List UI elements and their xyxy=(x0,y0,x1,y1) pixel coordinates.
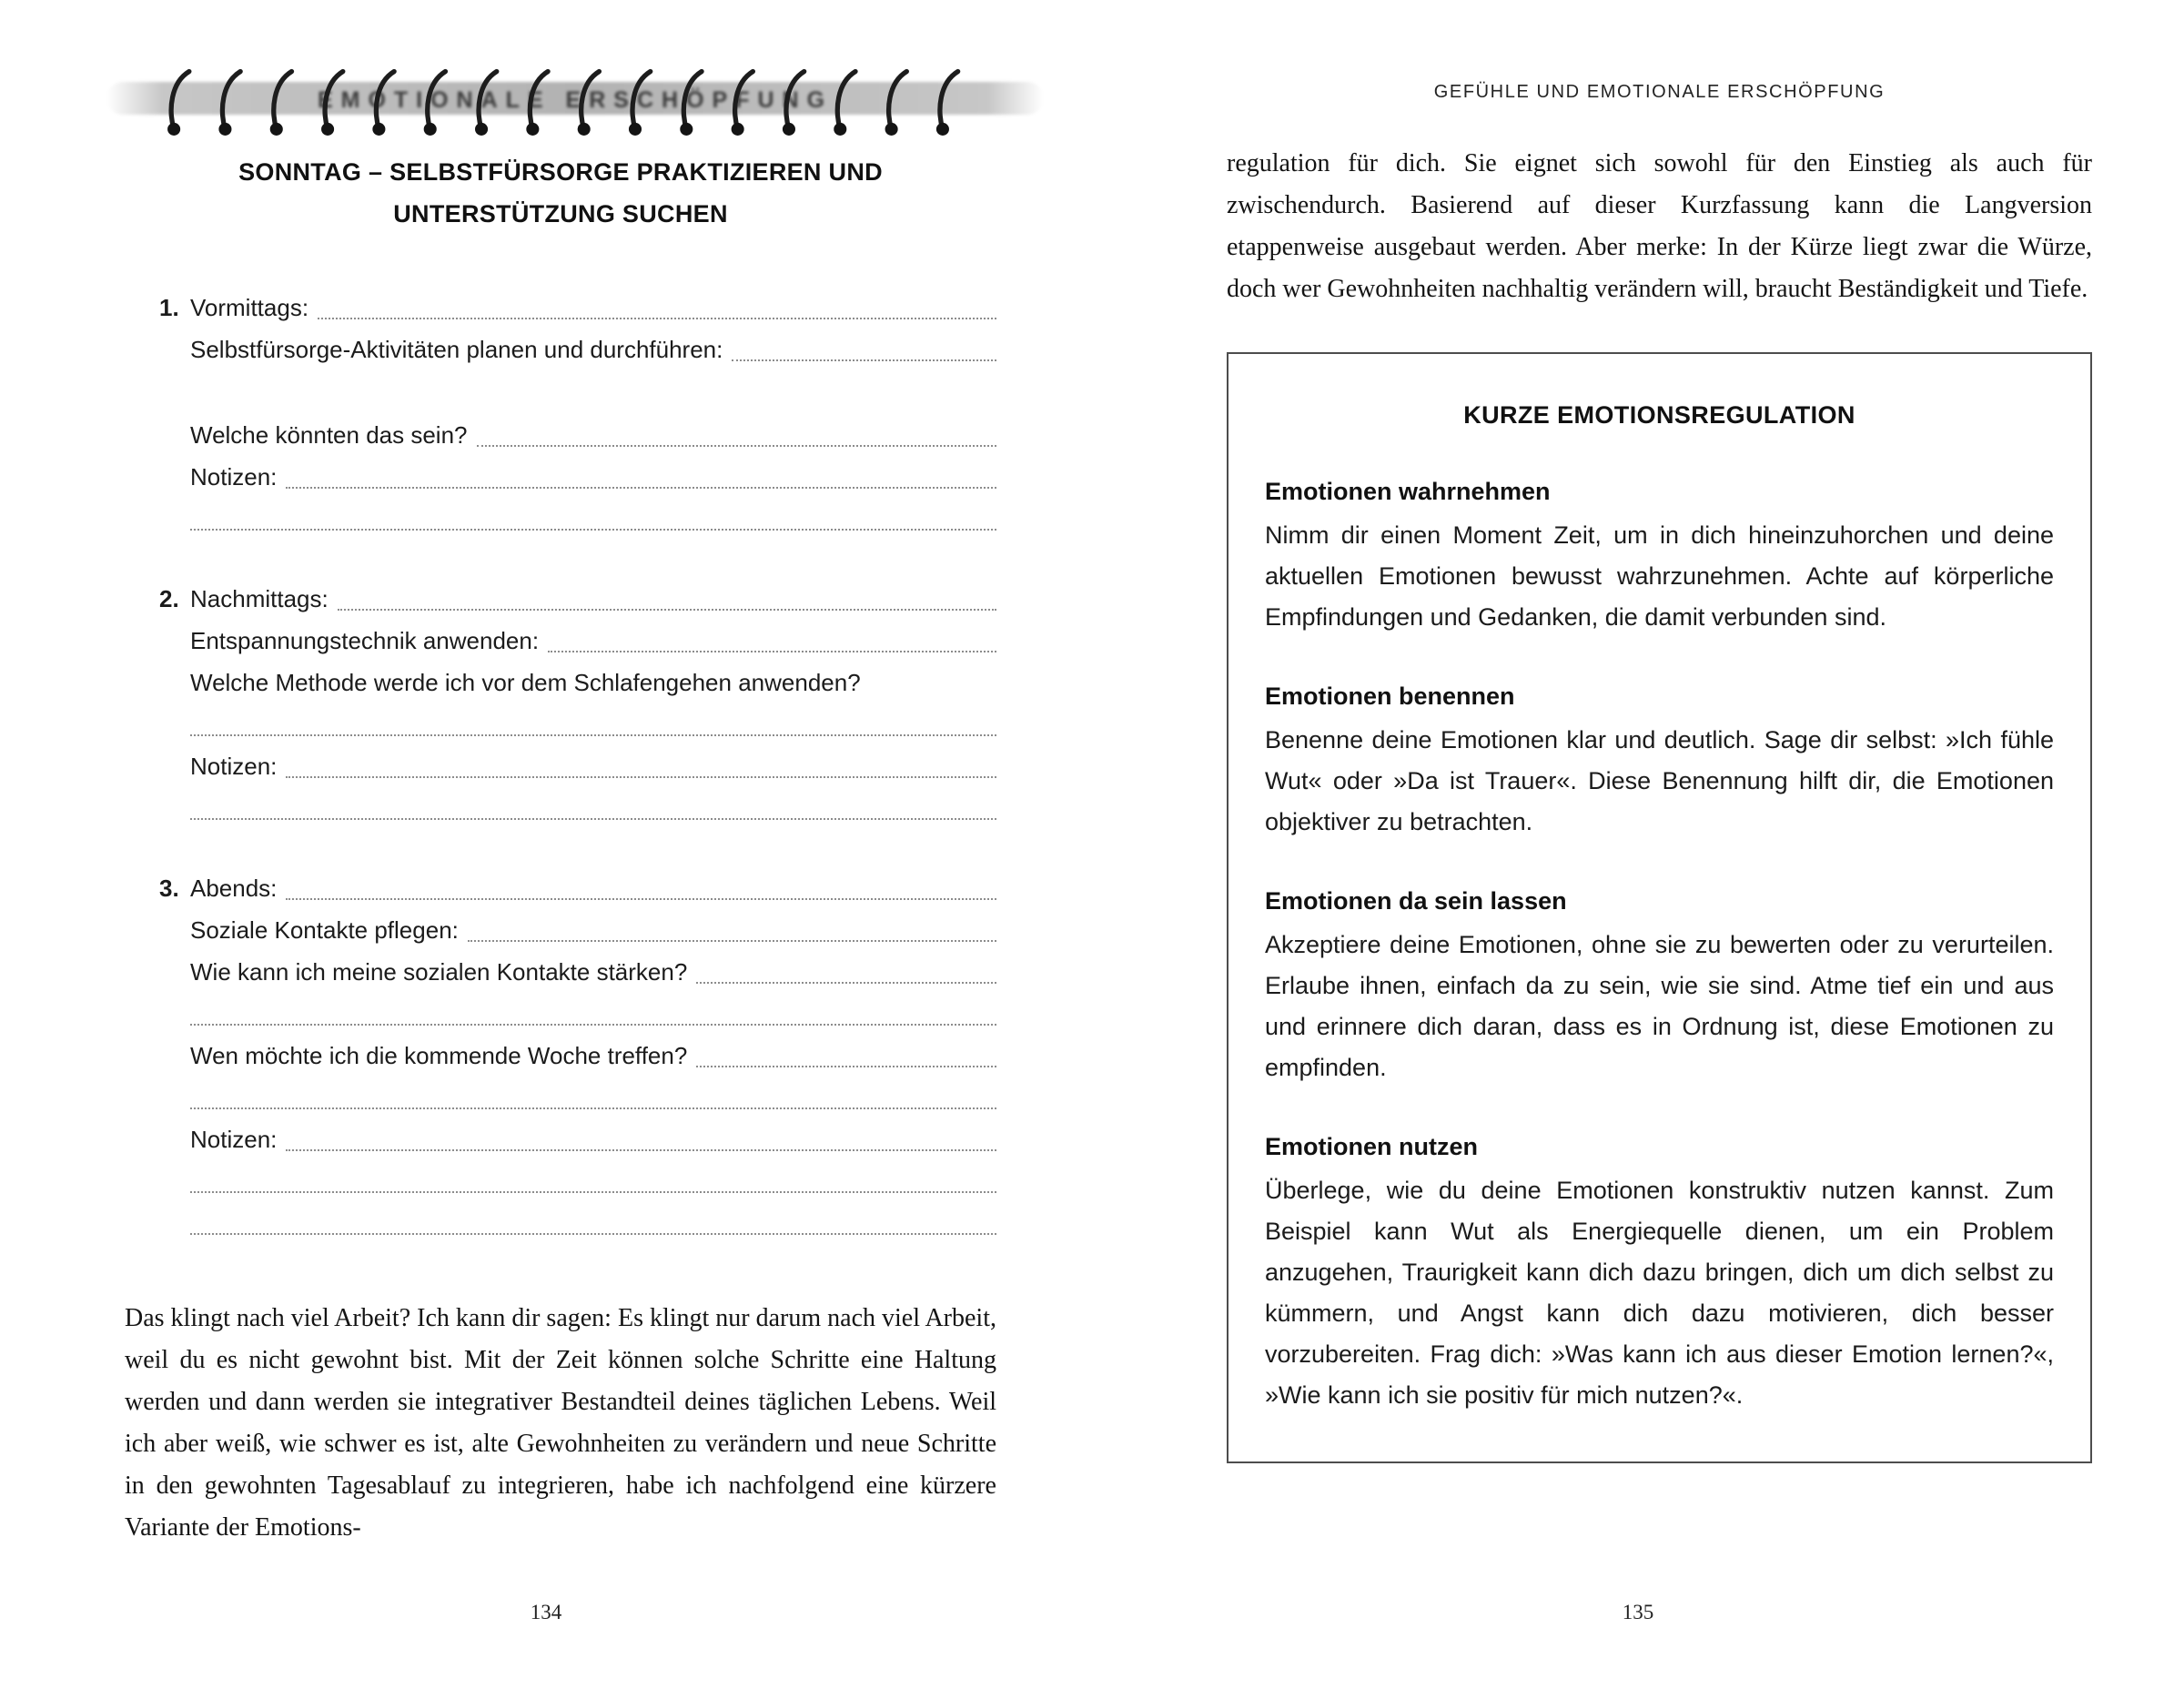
worksheet-row xyxy=(190,1076,996,1117)
fill-in-line xyxy=(190,734,996,736)
fill-in-line xyxy=(286,1149,996,1151)
box-section-heading: Emotionen nutzen xyxy=(1265,1133,1478,1160)
row-label: Wen möchte ich die kommende Woche treffen? xyxy=(190,1042,688,1069)
row-label: Wie kann ich meine sozialen Kontakte stärken? xyxy=(190,958,688,986)
worksheet-row xyxy=(159,286,996,328)
worksheet-row xyxy=(190,1201,996,1243)
worksheet-row xyxy=(190,786,996,828)
row-label: Selbstfürsorge-Aktivitäten planen und durchführen: xyxy=(190,336,723,363)
worksheet-row xyxy=(190,908,996,950)
left-page-content xyxy=(125,0,996,1699)
worksheet-rows xyxy=(125,286,996,1243)
worksheet-title-line2: UNTERSTÜTZUNG SUCHEN xyxy=(393,200,728,228)
fill-in-line xyxy=(468,940,996,942)
worksheet-row xyxy=(190,661,996,703)
right-body-paragraph: regulation für dich. Sie eignet sich sowohl für den Einstieg als auch für zwischendurch. Basierend auf dieser Kurzfassung kann die Langversion etappenweise ausgebaut werden. Aber merke: In der Kürze liegt zwar die Würze, doch wer Gewohnheiten nachhaltig verändern will, braucht Beständigkeit und Tiefe. xyxy=(1227,149,2092,303)
fill-in-line xyxy=(732,359,996,361)
fill-in-line xyxy=(338,609,996,611)
emotion-regulation-box xyxy=(1227,352,2092,1463)
row-label: Soziale Kontakte pflegen: xyxy=(190,916,459,944)
row-number: 2. xyxy=(159,585,179,612)
fill-in-line xyxy=(286,898,996,900)
fill-in-line xyxy=(190,529,996,531)
fill-in-line xyxy=(190,1191,996,1193)
box-section-body: Benenne deine Emotionen klar und deutlich. Sage dir selbst: »Ich fühle Wut« oder »Da ist Trauer«. Diese Benennung hilft dir, die Emotionen objektiver zu betrachten. xyxy=(1265,726,2054,835)
fill-in-line xyxy=(696,982,996,984)
worksheet-title-line1: SONNTAG – SELBSTFÜRSORGE PRAKTIZIEREN UND xyxy=(238,158,883,186)
box-title: KURZE EMOTIONSREGULATION xyxy=(1463,401,1855,429)
box-section-body: Akzeptiere deine Emotionen, ohne sie zu bewerten oder zu verurteilen. Erlaube ihnen, einfach da zu sein, wie sie sind. Atme tief ein und aus und erinnere dich daran, dass es in Ordnung ist, diese Emotionen zu empfinden. xyxy=(1265,931,2054,1081)
fill-in-line xyxy=(190,1107,996,1109)
worksheet-row xyxy=(190,619,996,661)
fill-in-line xyxy=(286,487,996,489)
fill-in-line xyxy=(286,776,996,778)
box-section-heading: Emotionen da sein lassen xyxy=(1265,887,1567,915)
left-body-paragraph: Das klingt nach viel Arbeit? Ich kann dir sagen: Es klingt nur darum nach viel Arbeit, weil du es nicht gewohnt bist. Mit der Zeit können solche Schritte eine Haltung werden und dann werden sie integrativer Bestandteil deines täglichen Lebens. Weil ich aber weiß, wie schwer es ist, alte Gewohnheiten zu verändern und neue Schritte in den gewohnten Tagesablauf zu integrieren, habe ich nachfolgend eine kürzere Variante der Emotions- xyxy=(125,1304,996,1542)
row-label: Notizen: xyxy=(190,463,278,490)
worksheet-row xyxy=(190,328,996,369)
row-label: Abends: xyxy=(190,875,278,902)
box-section xyxy=(1265,1128,2054,1416)
worksheet-title xyxy=(125,151,996,235)
fill-in-line xyxy=(477,445,997,447)
worksheet-row xyxy=(190,992,996,1034)
row-label: Notizen: xyxy=(190,753,278,780)
worksheet-row xyxy=(190,744,996,786)
box-section xyxy=(1265,678,2054,843)
box-section xyxy=(1265,883,2054,1088)
running-header: GEFÜHLE UND EMOTIONALE ERSCHÖPFUNG xyxy=(1433,82,1886,102)
fill-in-line xyxy=(548,651,996,652)
worksheet-row xyxy=(190,703,996,744)
worksheet-row xyxy=(190,950,996,992)
worksheet-row xyxy=(190,1117,996,1159)
box-section-body: Überlege, wie du deine Emotionen konstruktiv nutzen kannst. Zum Beispiel kann Wut als Energiequelle dienen, um ein Problem anzugehen, Traurigkeit kann dich dazu bringen, dich um dich selbst zu kümmern, und Angst kann dich dazu motivieren, dich besser vorzubereiten. Frag dich: »Was kann ich aus dieser Emotion lernen?«, »Wie kann ich sie positiv für mich nutzen?«. xyxy=(1265,1177,2054,1409)
worksheet-row xyxy=(190,455,996,497)
worksheet-row xyxy=(159,577,996,619)
fill-in-line xyxy=(318,318,996,319)
spiral-obscured-text: EMOTIONALE ERSCHÖPFUNG xyxy=(317,87,834,113)
page-number-left: 134 xyxy=(530,1601,562,1623)
worksheet-row xyxy=(190,413,996,455)
row-number: 1. xyxy=(159,294,179,321)
box-section-heading: Emotionen wahrnehmen xyxy=(1265,478,1551,505)
worksheet-row xyxy=(159,866,996,908)
page-right xyxy=(1092,0,2184,1699)
fill-in-line xyxy=(190,1233,996,1235)
row-label: Entspannungstechnik anwenden: xyxy=(190,627,540,654)
row-label: Welche könnten das sein? xyxy=(190,421,468,449)
right-page-content xyxy=(1227,0,2092,1699)
box-section xyxy=(1265,473,2054,638)
fill-in-line xyxy=(190,818,996,820)
worksheet-row xyxy=(190,1034,996,1076)
worksheet-row xyxy=(190,497,996,539)
row-label: Welche Methode werde ich vor dem Schlafengehen anwenden? xyxy=(190,669,861,696)
box-section-heading: Emotionen benennen xyxy=(1265,683,1515,710)
fill-in-line xyxy=(190,1024,996,1026)
row-label: Vormittags: xyxy=(190,294,309,321)
box-section-body: Nimm dir einen Moment Zeit, um in dich hineinzuhorchen und deine aktuellen Emotionen bewusst wahrzunehmen. Achte auf körperliche Empfindungen und Gedanken, die damit verbunden sind. xyxy=(1265,521,2054,631)
row-number: 3. xyxy=(159,875,179,902)
worksheet-row xyxy=(190,1159,996,1201)
page-number-right: 135 xyxy=(1622,1601,1654,1623)
row-label: Notizen: xyxy=(190,1126,278,1153)
row-label: Nachmittags: xyxy=(190,585,329,612)
fill-in-line xyxy=(696,1066,996,1067)
